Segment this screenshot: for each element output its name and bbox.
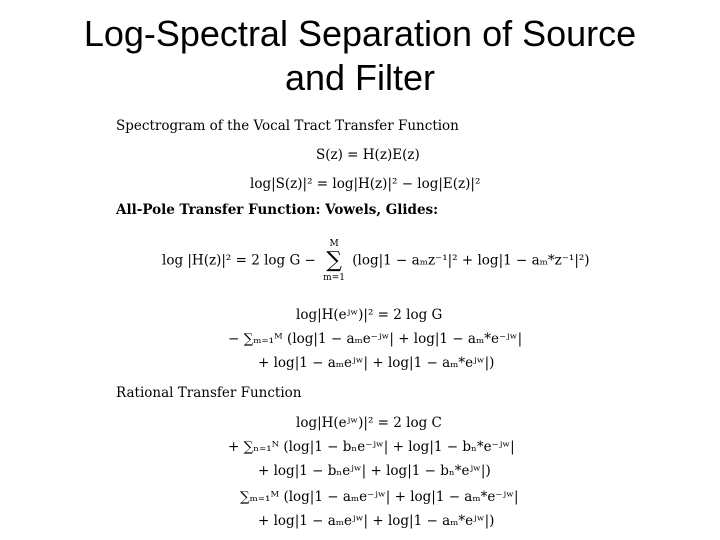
sum-lower-limit: m=1 xyxy=(323,273,345,283)
equation-all-pole-line-3: + log|1 − aₘeʲʷ| + log|1 − aₘ*eʲʷ|) xyxy=(258,355,495,371)
equation-all-pole-line-2: − ∑ₘ₌₁ᴹ (log|1 − aₘe⁻ʲʷ| + log|1 − aₘ*e⁻ʲʷ| xyxy=(228,331,523,347)
all-pole-rhs: (log|1 − aₘz⁻¹|² + log|1 − aₘ*z⁻¹|²) xyxy=(352,252,590,269)
equation-all-pole-z xyxy=(162,238,590,284)
title-line-2: and Filter xyxy=(284,57,436,98)
section-heading-spectrogram: Spectrogram of the Vocal Tract Transfer Function xyxy=(116,118,459,134)
slide-title xyxy=(0,12,720,100)
summation-symbol: M ∑ m=1 xyxy=(323,239,345,283)
equation-all-pole-line-1: log|H(eʲʷ)|² = 2 log G xyxy=(296,307,443,323)
section-heading-rational: Rational Transfer Function xyxy=(116,385,302,401)
equation-source-filter: S(z) = H(z)E(z) xyxy=(316,147,420,163)
section-heading-all-pole: All-Pole Transfer Function: Vowels, Glides: xyxy=(116,202,439,218)
equation-log-spectrum: log|S(z)|² = log|H(z)|² − log|E(z)|² xyxy=(250,176,481,192)
equation-rational-line-1: log|H(eʲʷ)|² = 2 log C xyxy=(296,415,442,431)
equation-rational-line-2: + ∑ₙ₌₁ᴺ (log|1 − bₙe⁻ʲʷ| + log|1 − bₙ*e⁻ʲʷ| xyxy=(228,439,515,455)
equation-rational-line-5: + log|1 − aₘeʲʷ| + log|1 − aₘ*eʲʷ|) xyxy=(258,513,495,529)
title-line-1: Log-Spectral Separation of Source xyxy=(83,13,637,54)
equation-rational-line-4: ∑ₘ₌₁ᴹ (log|1 − aₘe⁻ʲʷ| + log|1 − aₘ*e⁻ʲʷ| xyxy=(240,489,519,505)
sum-upper-limit: M xyxy=(329,239,339,249)
all-pole-lhs: log |H(z)|² = 2 log G − xyxy=(162,252,316,269)
equation-rational-line-3: + log|1 − bₙeʲʷ| + log|1 − bₙ*eʲʷ|) xyxy=(258,463,491,479)
